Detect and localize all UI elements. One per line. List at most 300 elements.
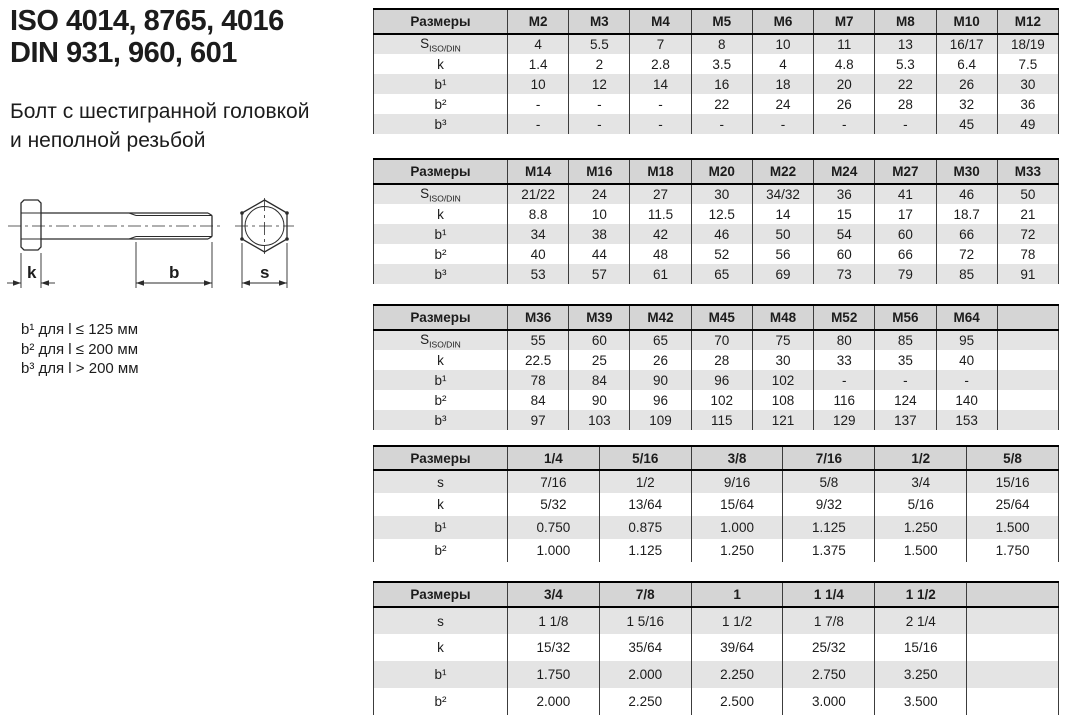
value-cell: 5.5 [569, 34, 630, 54]
title-din-line: DIN 931, 960, 601 [10, 37, 237, 69]
header-size-5/8: 5/8 [967, 446, 1059, 470]
row-label: b³ [374, 114, 508, 134]
value-cell: 95 [936, 330, 997, 350]
value-cell: 14 [752, 204, 813, 224]
table-row [374, 607, 1059, 634]
value-cell: 21 [997, 204, 1058, 224]
value-cell: 96 [630, 390, 691, 410]
header-size-M2: M2 [508, 9, 569, 34]
value-cell: 4 [508, 34, 569, 54]
value-cell: - [569, 94, 630, 114]
header-size-1: 1 [691, 582, 783, 607]
value-cell: 1.4 [508, 54, 569, 74]
value-cell: 46 [936, 184, 997, 204]
spec-table-3 [373, 304, 1059, 430]
header-size-M16: M16 [569, 159, 630, 184]
value-cell: 65 [630, 330, 691, 350]
dimension-b [136, 242, 212, 288]
value-cell: 28 [691, 350, 752, 370]
header-size- [967, 582, 1059, 607]
header-size-1/4: 1/4 [508, 446, 600, 470]
value-cell: 53 [508, 264, 569, 284]
value-cell: 26 [936, 74, 997, 94]
value-cell: 108 [752, 390, 813, 410]
value-cell: 4 [752, 54, 813, 74]
value-cell: 46 [691, 224, 752, 244]
table-row [374, 370, 1059, 390]
value-cell: 85 [936, 264, 997, 284]
value-cell: 28 [875, 94, 936, 114]
s-dimension-label: s [260, 263, 270, 282]
value-cell: - [630, 114, 691, 134]
value-cell: 75 [752, 330, 813, 350]
value-cell: 48 [630, 244, 691, 264]
header-size-M45: M45 [691, 305, 752, 330]
value-cell: 35 [875, 350, 936, 370]
row-label: b¹ [374, 224, 508, 244]
value-cell: 121 [752, 410, 813, 430]
table-row [374, 390, 1059, 410]
value-cell: 24 [752, 94, 813, 114]
header-size-M5: M5 [691, 9, 752, 34]
value-cell: 7/16 [508, 470, 600, 493]
row-label: s [374, 470, 508, 493]
value-cell: 97 [508, 410, 569, 430]
value-cell: 32 [936, 94, 997, 114]
value-cell: 3.5 [691, 54, 752, 74]
value-cell: 15/16 [967, 470, 1059, 493]
corner-mark [285, 237, 289, 241]
row-label: k [374, 350, 508, 370]
value-cell: 1 5/16 [599, 607, 691, 634]
value-cell: 73 [814, 264, 875, 284]
value-cell [967, 688, 1059, 715]
table-row [374, 244, 1059, 264]
header-size-M8: M8 [875, 9, 936, 34]
value-cell: 109 [630, 410, 691, 430]
row-label: b² [374, 688, 508, 715]
value-cell: 2.8 [630, 54, 691, 74]
value-cell: 9/16 [691, 470, 783, 493]
value-cell: - [936, 370, 997, 390]
value-cell: 5/32 [508, 493, 600, 516]
value-cell: 1 1/8 [508, 607, 600, 634]
table-row [374, 74, 1059, 94]
value-cell: 39/64 [691, 634, 783, 661]
value-cell: - [508, 94, 569, 114]
value-cell [997, 390, 1058, 410]
value-cell: - [752, 114, 813, 134]
value-cell: 5.3 [875, 54, 936, 74]
dimension-k [7, 253, 55, 288]
header-size-3/8: 3/8 [691, 446, 783, 470]
value-cell: 10 [508, 74, 569, 94]
header-size-3/4: 3/4 [508, 582, 600, 607]
table-row [374, 350, 1059, 370]
value-cell: 102 [752, 370, 813, 390]
spec-table-1 [373, 8, 1059, 134]
corner-mark [240, 211, 244, 215]
value-cell: 15/16 [875, 634, 967, 661]
value-cell: 60 [569, 330, 630, 350]
value-cell: 18.7 [936, 204, 997, 224]
value-cell: 1.250 [691, 539, 783, 562]
value-cell: 50 [997, 184, 1058, 204]
header-size-M27: M27 [875, 159, 936, 184]
value-cell: 2 1/4 [875, 607, 967, 634]
value-cell: 0.750 [508, 516, 600, 539]
header-size-1/2: 1/2 [875, 446, 967, 470]
value-cell: 44 [569, 244, 630, 264]
value-cell [997, 330, 1058, 350]
table-row [374, 114, 1059, 134]
value-cell: - [691, 114, 752, 134]
header-size-M52: M52 [814, 305, 875, 330]
table-row [374, 264, 1059, 284]
value-cell: 25/32 [783, 634, 875, 661]
value-cell: 3/4 [875, 470, 967, 493]
table-row [374, 539, 1059, 562]
header-size-M10: M10 [936, 9, 997, 34]
value-cell: 22.5 [508, 350, 569, 370]
value-cell [997, 350, 1058, 370]
value-cell: 22 [875, 74, 936, 94]
value-cell [967, 661, 1059, 688]
header-size-M18: M18 [630, 159, 691, 184]
row-label: k [374, 204, 508, 224]
value-cell: 10 [752, 34, 813, 54]
value-cell: 15 [814, 204, 875, 224]
value-cell: 78 [508, 370, 569, 390]
header-size-M20: M20 [691, 159, 752, 184]
b-dimension-label: b [169, 263, 180, 282]
value-cell: 84 [569, 370, 630, 390]
value-cell: 35/64 [599, 634, 691, 661]
header-size-M7: M7 [814, 9, 875, 34]
value-cell: - [875, 370, 936, 390]
value-cell: 24 [569, 184, 630, 204]
tables-panel [373, 0, 1059, 715]
row-label: b¹ [374, 370, 508, 390]
row-label: $S_{ISO/DIN}$ [374, 34, 508, 54]
value-cell: 3.000 [783, 688, 875, 715]
table-row [374, 204, 1059, 224]
header-sizes-label: Размеры [374, 446, 508, 470]
row-label: b² [374, 94, 508, 114]
header-sizes-label: Размеры [374, 159, 508, 184]
value-cell: 153 [936, 410, 997, 430]
left-panel [0, 0, 373, 720]
value-cell: 1 7/8 [783, 607, 875, 634]
header-size-7/8: 7/8 [599, 582, 691, 607]
value-cell: 30 [752, 350, 813, 370]
value-cell: 9/32 [783, 493, 875, 516]
value-cell: 26 [814, 94, 875, 114]
row-label: b³ [374, 410, 508, 430]
value-cell: 34/32 [752, 184, 813, 204]
header-size-M22: M22 [752, 159, 813, 184]
subtitle-line-1: Болт с шестигранной головкой [10, 100, 310, 123]
value-cell: 2.250 [599, 688, 691, 715]
value-cell: 15/64 [691, 493, 783, 516]
value-cell: 56 [752, 244, 813, 264]
value-cell: 91 [997, 264, 1058, 284]
header-size-M12: M12 [997, 9, 1058, 34]
row-label: b¹ [374, 661, 508, 688]
title-iso-line: ISO 4014, 8765, 4016 [10, 5, 284, 37]
value-cell: 80 [814, 330, 875, 350]
table-row [374, 470, 1059, 493]
value-cell: 2.250 [691, 661, 783, 688]
value-cell: 2.000 [599, 661, 691, 688]
header-size-5/16: 5/16 [599, 446, 691, 470]
note-b2: b² для l ≤ 200 мм [21, 340, 139, 358]
value-cell: 90 [630, 370, 691, 390]
table-row [374, 224, 1059, 244]
value-cell: 55 [508, 330, 569, 350]
header-size-M4: M4 [630, 9, 691, 34]
value-cell: 45 [936, 114, 997, 134]
value-cell: 50 [752, 224, 813, 244]
value-cell: 13 [875, 34, 936, 54]
value-cell: 1/2 [599, 470, 691, 493]
value-cell: 1.500 [967, 516, 1059, 539]
value-cell: 52 [691, 244, 752, 264]
value-cell: 12.5 [691, 204, 752, 224]
table-row [374, 516, 1059, 539]
value-cell: 40 [508, 244, 569, 264]
table-row [374, 493, 1059, 516]
value-cell: 129 [814, 410, 875, 430]
value-cell: 42 [630, 224, 691, 244]
value-cell: 140 [936, 390, 997, 410]
subtitle-line-2: и неполной резьбой [10, 129, 206, 152]
value-cell: 11 [814, 34, 875, 54]
value-cell: 38 [569, 224, 630, 244]
spec-table-5 [373, 581, 1059, 715]
value-cell: 22 [691, 94, 752, 114]
value-cell: 116 [814, 390, 875, 410]
header-sizes-label: Размеры [374, 9, 508, 34]
corner-mark [240, 237, 244, 241]
value-cell: 1.000 [508, 539, 600, 562]
value-cell: 1.000 [691, 516, 783, 539]
value-cell: 54 [814, 224, 875, 244]
header-sizes-label: Размеры [374, 582, 508, 607]
row-label: $S_{ISO/DIN}$ [374, 330, 508, 350]
row-label: $S_{ISO/DIN}$ [374, 184, 508, 204]
header-size-M14: M14 [508, 159, 569, 184]
value-cell: 102 [691, 390, 752, 410]
value-cell: 1.750 [508, 661, 600, 688]
value-cell [967, 634, 1059, 661]
value-cell: 2.500 [691, 688, 783, 715]
value-cell: 69 [752, 264, 813, 284]
table-row [374, 94, 1059, 114]
value-cell: - [508, 114, 569, 134]
value-cell: 41 [875, 184, 936, 204]
value-cell [997, 370, 1058, 390]
thread-length-notes [21, 320, 139, 379]
header-size-M30: M30 [936, 159, 997, 184]
value-cell: 25 [569, 350, 630, 370]
header-size-7/16: 7/16 [783, 446, 875, 470]
value-cell: 7.5 [997, 54, 1058, 74]
value-cell: 2.000 [508, 688, 600, 715]
value-cell: 5/8 [783, 470, 875, 493]
table-row [374, 661, 1059, 688]
value-cell: 72 [936, 244, 997, 264]
header-size-M39: M39 [569, 305, 630, 330]
value-cell: - [814, 114, 875, 134]
table-row [374, 184, 1059, 204]
spec-table-4 [373, 445, 1059, 562]
value-cell: 20 [814, 74, 875, 94]
value-cell: 21/22 [508, 184, 569, 204]
value-cell: 72 [997, 224, 1058, 244]
header-size-M33: M33 [997, 159, 1058, 184]
value-cell: 1.500 [875, 539, 967, 562]
table-row [374, 54, 1059, 74]
value-cell: 60 [814, 244, 875, 264]
value-cell: 17 [875, 204, 936, 224]
header-size-M48: M48 [752, 305, 813, 330]
k-dimension-label: k [27, 263, 37, 282]
row-label: b² [374, 539, 508, 562]
header-size-M6: M6 [752, 9, 813, 34]
value-cell: 137 [875, 410, 936, 430]
value-cell: 96 [691, 370, 752, 390]
row-label: k [374, 493, 508, 516]
row-label: b³ [374, 264, 508, 284]
corner-mark [285, 211, 289, 215]
value-cell: 78 [997, 244, 1058, 264]
value-cell: 14 [630, 74, 691, 94]
row-label: b¹ [374, 516, 508, 539]
value-cell: 30 [997, 74, 1058, 94]
value-cell: 16/17 [936, 34, 997, 54]
value-cell: 57 [569, 264, 630, 284]
value-cell: 61 [630, 264, 691, 284]
value-cell: 60 [875, 224, 936, 244]
value-cell: 13/64 [599, 493, 691, 516]
bolt-head-outline [21, 200, 41, 250]
value-cell: 36 [814, 184, 875, 204]
note-b1: b¹ для l ≤ 125 мм [21, 321, 139, 338]
value-cell: 1.125 [783, 516, 875, 539]
hex-head-view [235, 198, 294, 254]
bolt-technical-drawing [2, 184, 332, 306]
header-size-M36: M36 [508, 305, 569, 330]
document-title [10, 5, 284, 69]
value-cell: 36 [997, 94, 1058, 114]
value-cell: 3.250 [875, 661, 967, 688]
row-label: k [374, 634, 508, 661]
table-row [374, 688, 1059, 715]
value-cell: 26 [630, 350, 691, 370]
value-cell: 79 [875, 264, 936, 284]
value-cell: 40 [936, 350, 997, 370]
value-cell: 10 [569, 204, 630, 224]
value-cell: 66 [875, 244, 936, 264]
value-cell: 1 1/2 [691, 607, 783, 634]
value-cell: - [630, 94, 691, 114]
value-cell: 85 [875, 330, 936, 350]
value-cell [997, 410, 1058, 430]
header-size-M42: M42 [630, 305, 691, 330]
value-cell: 15/32 [508, 634, 600, 661]
value-cell: 12 [569, 74, 630, 94]
header-size-M24: M24 [814, 159, 875, 184]
value-cell: 4.8 [814, 54, 875, 74]
table-row [374, 410, 1059, 430]
value-cell: 0.875 [599, 516, 691, 539]
value-cell: 33 [814, 350, 875, 370]
value-cell: 34 [508, 224, 569, 244]
note-b3: b³ для l > 200 мм [21, 360, 139, 377]
value-cell: 25/64 [967, 493, 1059, 516]
value-cell: 1.750 [967, 539, 1059, 562]
value-cell: 65 [691, 264, 752, 284]
value-cell: 27 [630, 184, 691, 204]
row-label: k [374, 54, 508, 74]
header-size-1 1/2: 1 1/2 [875, 582, 967, 607]
value-cell: 1.375 [783, 539, 875, 562]
header-size- [997, 305, 1058, 330]
value-cell: 18 [752, 74, 813, 94]
value-cell: - [875, 114, 936, 134]
value-cell: 66 [936, 224, 997, 244]
value-cell: 1.250 [875, 516, 967, 539]
value-cell: 18/19 [997, 34, 1058, 54]
table-row [374, 330, 1059, 350]
value-cell: 3.500 [875, 688, 967, 715]
value-cell: 8 [691, 34, 752, 54]
value-cell: 7 [630, 34, 691, 54]
value-cell: 90 [569, 390, 630, 410]
header-size-M3: M3 [569, 9, 630, 34]
value-cell: 49 [997, 114, 1058, 134]
value-cell: 5/16 [875, 493, 967, 516]
value-cell: 8.8 [508, 204, 569, 224]
value-cell: 6.4 [936, 54, 997, 74]
value-cell: 2.750 [783, 661, 875, 688]
header-sizes-label: Размеры [374, 305, 508, 330]
value-cell: - [814, 370, 875, 390]
value-cell [967, 607, 1059, 634]
spec-table-2 [373, 158, 1059, 284]
row-label: b² [374, 390, 508, 410]
document-subtitle [10, 97, 309, 155]
value-cell: 1.125 [599, 539, 691, 562]
table-row [374, 34, 1059, 54]
value-cell: 2 [569, 54, 630, 74]
value-cell: 115 [691, 410, 752, 430]
header-size-1 1/4: 1 1/4 [783, 582, 875, 607]
value-cell: 30 [691, 184, 752, 204]
value-cell: 11.5 [630, 204, 691, 224]
value-cell: 70 [691, 330, 752, 350]
value-cell: 124 [875, 390, 936, 410]
value-cell: 84 [508, 390, 569, 410]
value-cell: 16 [691, 74, 752, 94]
row-label: s [374, 607, 508, 634]
row-label: b¹ [374, 74, 508, 94]
header-size-M56: M56 [875, 305, 936, 330]
value-cell: - [569, 114, 630, 134]
table-row [374, 634, 1059, 661]
row-label: b² [374, 244, 508, 264]
